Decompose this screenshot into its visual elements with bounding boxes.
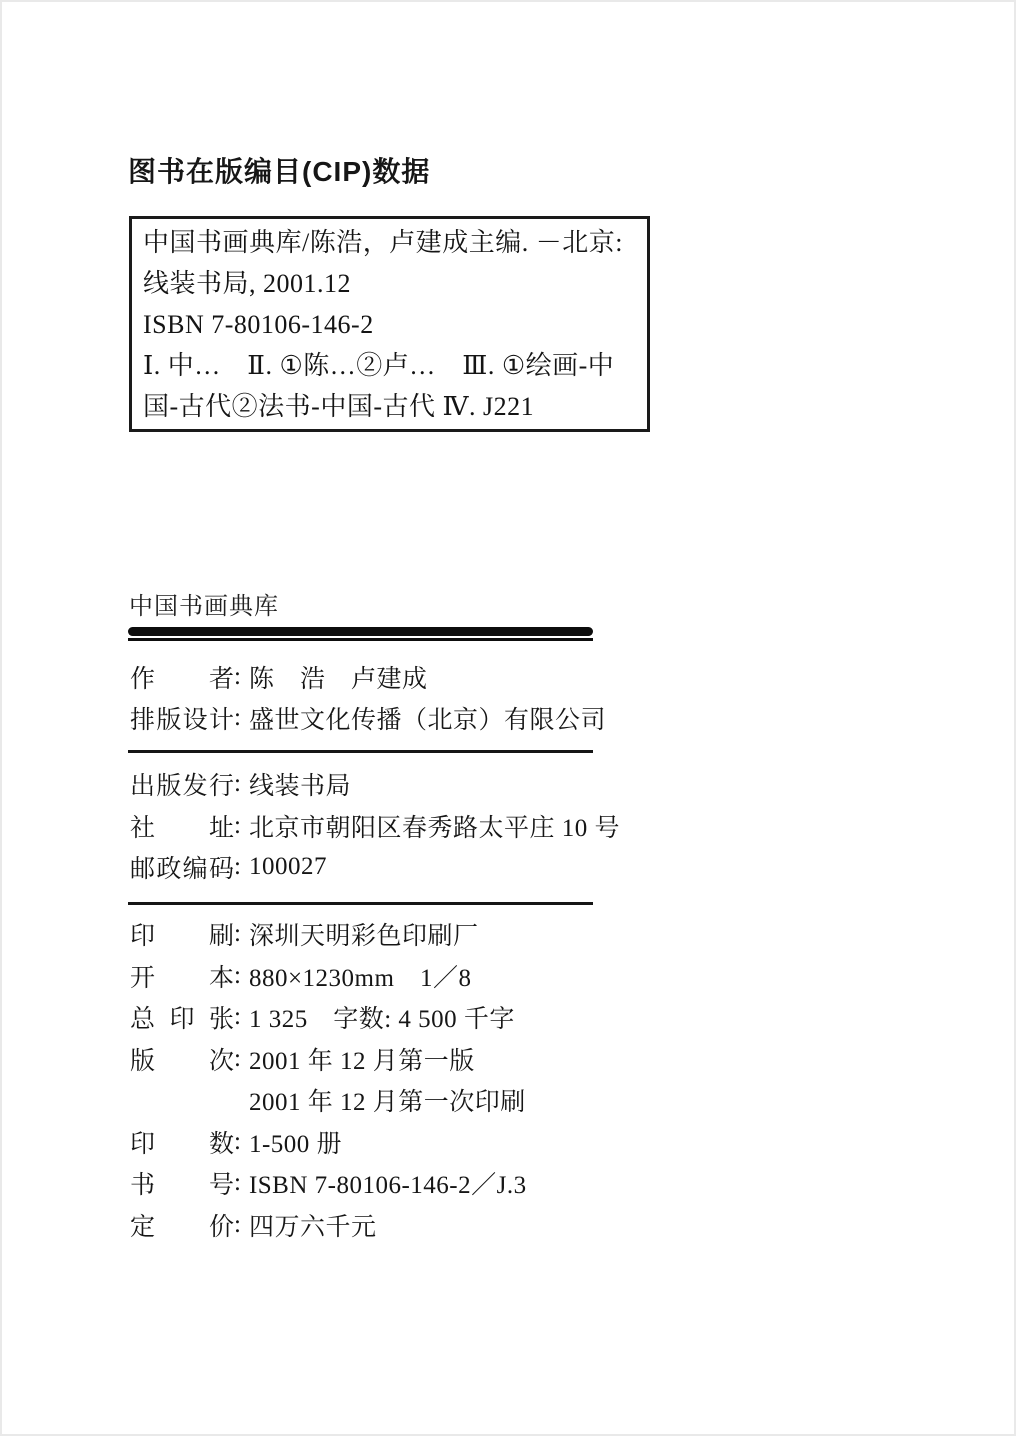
info-row-address <box>130 805 750 847</box>
row-colon: : <box>234 704 241 732</box>
row-value: 2001 年 12 月第一版 <box>248 1047 475 1075</box>
row-value: 2001 年 12 月第一次印刷 <box>248 1089 526 1117</box>
cip-heading: 图书在版编目(CIP)数据 <box>128 156 431 187</box>
row-label: 排 版 设 计 <box>130 707 234 735</box>
info-row-edition <box>130 1038 750 1080</box>
info-row-price <box>130 1204 750 1246</box>
double-rule <box>128 627 593 641</box>
row-value: 线装书局 <box>248 773 351 801</box>
section-divider <box>128 750 593 753</box>
info-row-layout-design <box>130 698 750 740</box>
row-label: 社 址 <box>130 814 234 842</box>
row-label: 定 价 <box>130 1213 234 1241</box>
row-colon: : <box>234 662 241 690</box>
row-label: 邮 政 编 码 <box>130 856 234 884</box>
row-label: 印 数 <box>130 1130 234 1158</box>
info-row-postal-code <box>130 847 750 889</box>
info-row-print-run <box>130 1121 750 1163</box>
row-value: 1 325 字数: 4 500 千字 <box>248 1006 515 1034</box>
cip-box-line: 国-古代②法书-中国-古代 Ⅳ. J221 <box>143 392 535 421</box>
cip-box-line: Ⅰ. 中… Ⅱ. ①陈…②卢… Ⅲ. ①绘画-中 <box>143 351 615 380</box>
series-title: 中国书画典库 <box>129 593 279 620</box>
info-row-sheets-wordcount <box>130 997 750 1039</box>
row-value: 深圳天明彩色印刷厂 <box>248 923 479 951</box>
row-label: 出 版 发 行 <box>130 773 234 801</box>
section-divider <box>128 902 593 905</box>
row-label: 作 者 <box>130 665 234 693</box>
row-colon: : <box>234 1169 241 1197</box>
row-value: 北京市朝阳区春秀路太平庄 10 号 <box>248 814 620 842</box>
row-value: ISBN 7-80106-146-2／J.3 <box>248 1172 527 1200</box>
row-value: 1-500 册 <box>248 1130 343 1158</box>
info-row-printer <box>130 914 750 956</box>
info-row-format <box>130 955 750 997</box>
row-value: 880×1230mm 1／8 <box>248 964 472 992</box>
row-label: 书 号 <box>130 1172 234 1200</box>
cip-record-box <box>129 216 650 432</box>
cip-box-line: 线装书局, 2001.12 <box>143 269 352 298</box>
row-value: 四万六千元 <box>248 1213 377 1241</box>
row-colon: : <box>234 920 241 948</box>
row-label: 版 次 <box>130 1047 234 1075</box>
info-row-author <box>130 656 750 698</box>
row-colon: : <box>234 1210 241 1238</box>
row-colon: : <box>234 811 241 839</box>
info-row-book-number <box>130 1163 750 1205</box>
row-value: 陈 浩 卢建成 <box>248 665 428 693</box>
row-value: 100027 <box>248 853 327 881</box>
double-rule-thin-line <box>128 638 593 641</box>
info-row-publisher <box>130 764 750 806</box>
row-value: 盛世文化传播（北京）有限公司 <box>248 707 606 735</box>
double-rule-thick-bar <box>128 627 593 636</box>
row-colon: : <box>234 1127 241 1155</box>
row-colon: : <box>234 1044 241 1072</box>
row-colon: : <box>234 770 241 798</box>
row-label: 开 本 <box>130 964 234 992</box>
row-colon: : <box>234 1003 241 1031</box>
info-row-edition-continuation <box>130 1080 750 1122</box>
row-label: 印 刷 <box>130 923 234 951</box>
row-colon: : <box>234 961 241 989</box>
row-colon: : <box>234 853 241 881</box>
cip-box-line: 中国书画典库/陈浩，卢建成主编. －北京: <box>143 228 623 257</box>
colophon-info <box>130 656 750 1246</box>
cip-box-line: ISBN 7-80106-146-2 <box>143 310 374 339</box>
row-label: 总 印 张 <box>130 1006 234 1034</box>
